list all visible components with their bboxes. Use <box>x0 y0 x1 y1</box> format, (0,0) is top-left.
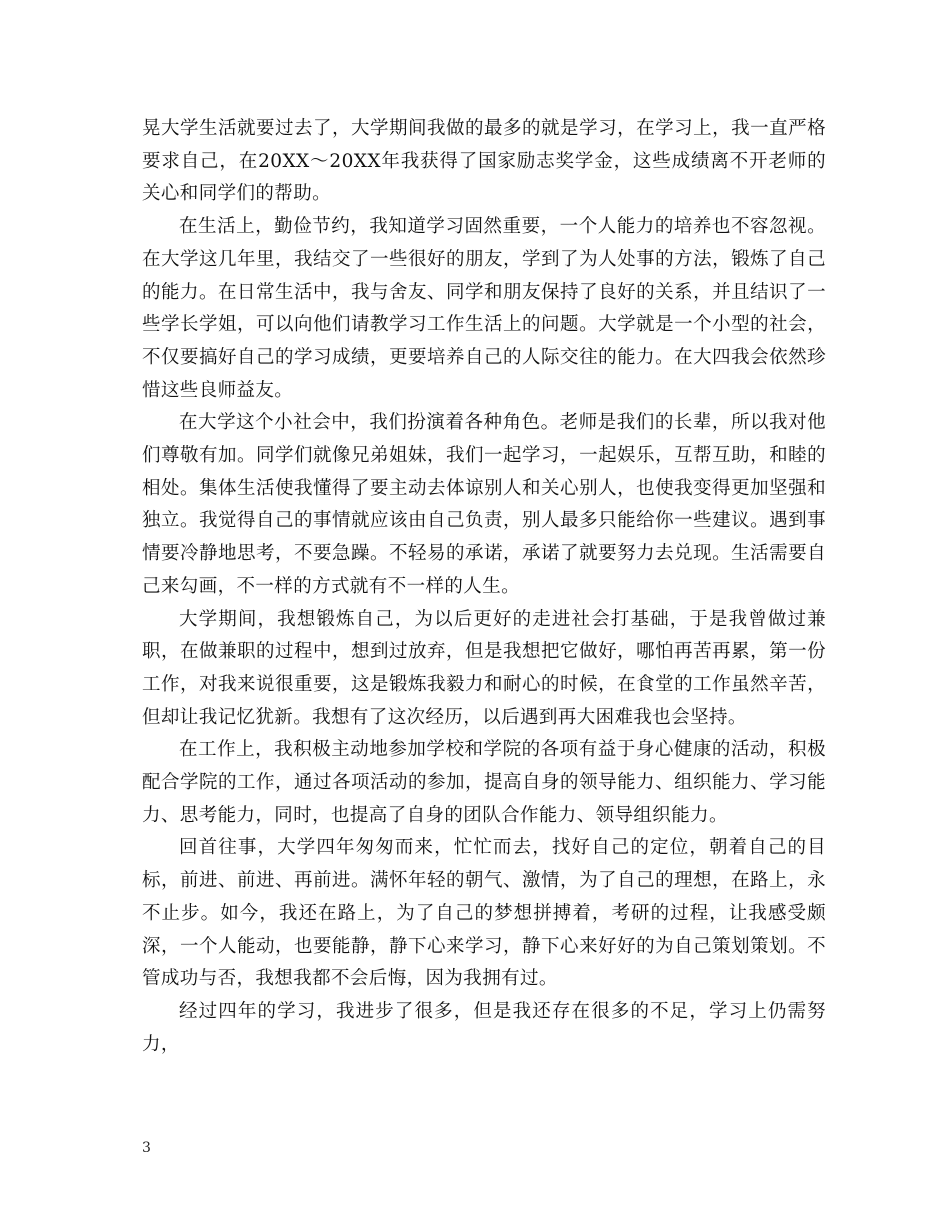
paragraph-2: 在生活上，勤俭节约，我知道学习固然重要，一个人能力的培养也不容忽视。在大学这几年里，我结交了一些很好的朋友，学到了为人处事的方法，锻炼了自己的能力。在日常生活中，我与舍友、同学和朋友保持了良好的关系，并且结识了一些学长学姐，可以向他们请教学习工作生活上的问题。大学就是一个小型的社会，不仅要搞好自己的学习成绩，更要培养自己的人际交往的能力。在大四我会依然珍惜这些良师益友。 <box>142 216 826 401</box>
paragraph-1: 晃大学生活就要过去了，大学期间我做的最多的就是学习，在学习上，我一直严格要求自己，在20XX～20XX年我获得了国家励志奖学金，这些成绩离不开老师的关心和同学们的帮助。 <box>142 118 826 205</box>
paragraph-7: 经过四年的学习，我进步了很多，但是我还存在很多的不足，学习上仍需努力， <box>142 1000 826 1055</box>
paragraph-6: 回首往事，大学四年匆匆而来，忙忙而去，找好自己的定位，朝着自己的目标，前进、前进、再前进。满怀年轻的朝气、激情，为了自己的理想，在路上，永不止步。如今，我还在路上，为了自己的梦想拼搏着，考研的过程，让我感受颇深，一个人能动，也要能静，静下心来学习，静下心来好好的为自己策划策划。不管成功与否，我想我都不会后悔，因为我拥有过。 <box>142 837 826 990</box>
page-number: 3 <box>142 1140 151 1156</box>
paragraph-5: 在工作上，我积极主动地参加学校和学院的各项有益于身心健康的活动，积极配合学院的工作，通过各项活动的参加，提高自身的领导能力、组织能力、学习能力、思考能力，同时，也提高了自身的团队合作能力、领导组织能力。 <box>142 739 826 826</box>
paragraph-3: 在大学这个小社会中，我们扮演着各种角色。老师是我们的长辈，所以我对他们尊敬有加。同学们就像兄弟姐妹，我们一起学习，一起娱乐，互帮互助，和睦的相处。集体生活使我懂得了要主动去体谅别人和关心别人，也使我变得更加坚强和独立。我觉得自己的事情就应该由自己负责，别人最多只能给你一些建议。遇到事情要冷静地思考，不要急躁。不轻易的承诺，承诺了就要努力去兑现。生活需要自己来勾画，不一样的方式就有不一样的人生。 <box>142 412 826 597</box>
document-body <box>142 113 826 1061</box>
paragraph-4: 大学期间，我想锻炼自己，为以后更好的走进社会打基础，于是我曾做过兼职，在做兼职的过程中，想到过放弃，但是我想把它做好，哪怕再苦再累，第一份工作，对我来说很重要，这是锻炼我毅力和耐心的时候，在食堂的工作虽然辛苦，但却让我记忆犹新。我想有了这次经历，以后遇到再大困难我也会坚持。 <box>142 608 826 728</box>
